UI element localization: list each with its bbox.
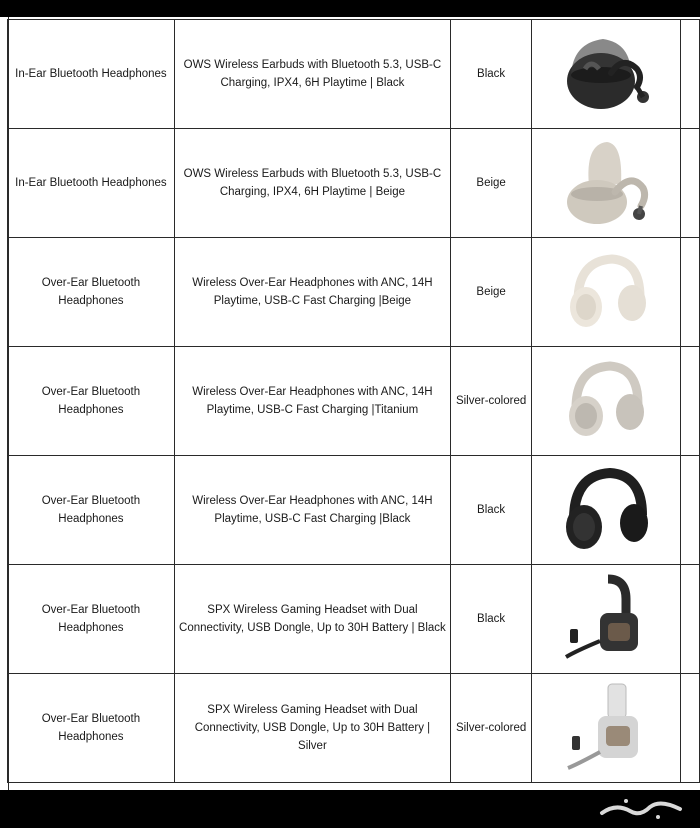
product-table <box>7 19 700 783</box>
black-gaming-headset-image <box>536 565 676 673</box>
product-description-cell: Wireless Over-Ear Headphones with ANC, 14H Playtime, USB-C Fast Charging |Titanium <box>174 347 450 456</box>
product-image-cell <box>532 347 681 456</box>
black-ows-earbuds-case-image <box>536 20 676 128</box>
top-black-bar <box>0 0 700 17</box>
beige-ows-earbuds-case-image <box>536 129 676 237</box>
product-image-cell <box>532 238 681 347</box>
beige-over-ear-headphones-image <box>536 238 676 346</box>
table-row <box>8 565 700 674</box>
product-type-cell: Over-Ear Bluetooth Headphones <box>8 565 175 674</box>
product-color-cell: Silver-colored <box>451 347 532 456</box>
product-description-cell: Wireless Over-Ear Headphones with ANC, 14H Playtime, USB-C Fast Charging |Black <box>174 456 450 565</box>
product-description-cell: Wireless Over-Ear Headphones with ANC, 14H Playtime, USB-C Fast Charging |Beige <box>174 238 450 347</box>
black-over-ear-headphones-image <box>536 456 676 564</box>
product-color-cell: Silver-colored <box>451 674 532 783</box>
product-color-cell: Black <box>451 20 532 129</box>
silver-gaming-headset-image <box>536 674 676 782</box>
table-row <box>8 129 700 238</box>
product-type-cell: In-Ear Bluetooth Headphones <box>8 129 175 238</box>
product-description-cell: OWS Wireless Earbuds with Bluetooth 5.3, USB-C Charging, IPX4, 6H Playtime | Beige <box>174 129 450 238</box>
product-color-cell: Black <box>451 456 532 565</box>
product-description-cell: OWS Wireless Earbuds with Bluetooth 5.3, USB-C Charging, IPX4, 6H Playtime | Black <box>174 20 450 129</box>
product-image-cell <box>532 456 681 565</box>
table-row <box>8 456 700 565</box>
product-image-cell <box>532 674 681 783</box>
bottom-black-bar <box>0 790 700 827</box>
table-row <box>8 238 700 347</box>
product-image-cell <box>532 565 681 674</box>
table-row <box>8 674 700 783</box>
titanium-over-ear-headphones-image <box>536 347 676 455</box>
product-image-cell <box>532 129 681 238</box>
document-sheet <box>0 17 700 790</box>
product-color-cell: Beige <box>451 129 532 238</box>
table-row <box>8 20 700 129</box>
product-type-cell: In-Ear Bluetooth Headphones <box>8 20 175 129</box>
product-type-cell: Over-Ear Bluetooth Headphones <box>8 456 175 565</box>
product-image-cell <box>532 20 681 129</box>
product-color-cell: Beige <box>451 238 532 347</box>
product-type-cell: Over-Ear Bluetooth Headphones <box>8 674 175 783</box>
product-color-cell: Black <box>451 565 532 674</box>
table-row <box>8 347 700 456</box>
haraj-logo-watermark <box>596 793 686 823</box>
product-description-cell: SPX Wireless Gaming Headset with Dual Connectivity, USB Dongle, Up to 30H Battery | Black <box>174 565 450 674</box>
product-description-cell: SPX Wireless Gaming Headset with Dual Connectivity, USB Dongle, Up to 30H Battery | Silver <box>174 674 450 783</box>
product-type-cell: Over-Ear Bluetooth Headphones <box>8 347 175 456</box>
product-type-cell: Over-Ear Bluetooth Headphones <box>8 238 175 347</box>
